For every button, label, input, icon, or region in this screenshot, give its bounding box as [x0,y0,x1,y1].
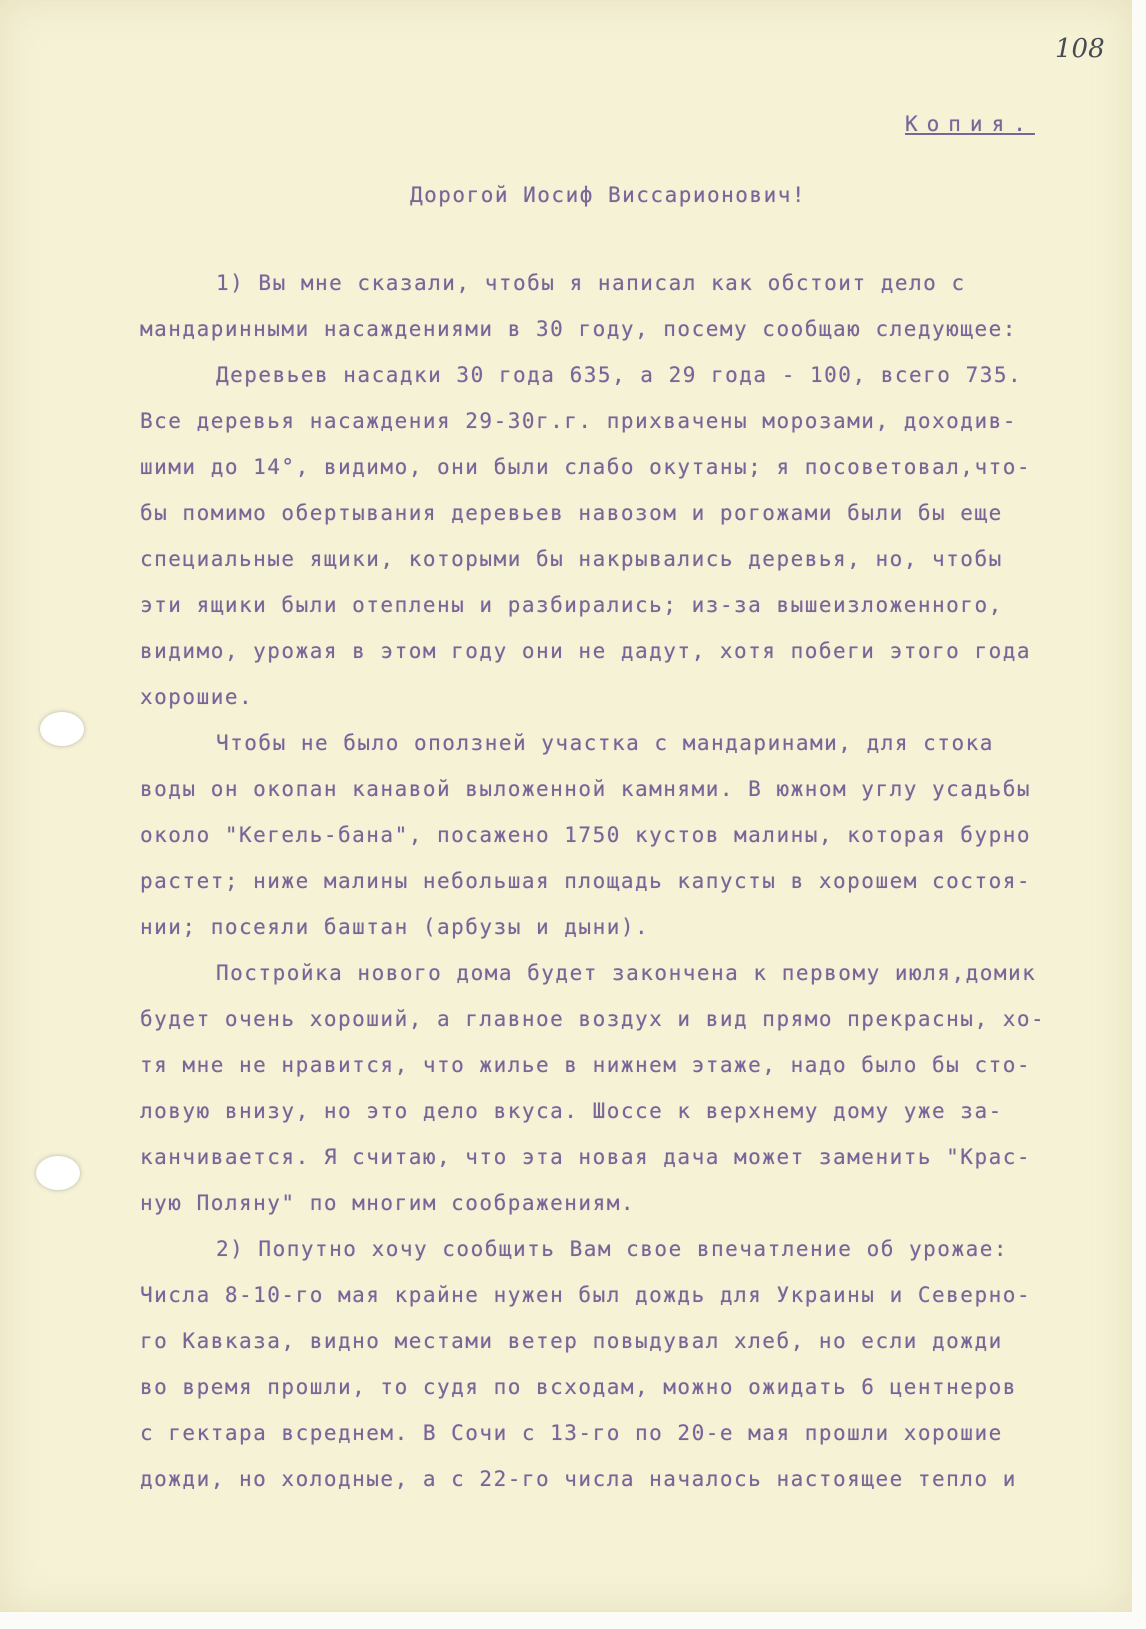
text-line: с гектара всреднем. В Сочи с 13-го по 20-е мая прошли хорошие [140,1421,1003,1445]
text-line: растет; ниже малины небольшая площадь капусты в хорошем состоя- [140,869,1032,893]
text-line: ную Поляну" по многим соображениям. [140,1191,636,1215]
text-line: хорошие. [140,685,254,709]
text-line: во время прошли, то судя по всходам, можно ожидать 6 центнеров [140,1375,1017,1399]
text-line: около "Кегель-бана", посажено 1750 кустов малины, которая бурно [140,823,1032,847]
text-line: Все деревья насаждения 29-30г.г. прихвачены морозами, доходив- [140,409,1017,433]
text-line: эти ящики были отеплены и разбирались; из-за вышеизложенного, [140,593,1003,617]
copy-mark: Копия. [905,112,1035,136]
text-line: го Кавказа, видно местами ветер повыдувал хлеб, но если дожди [140,1329,1003,1353]
text-line: нии; посеяли баштан (арбузы и дыни). [140,915,650,939]
text-line: тя мне не нравится, что жилье в нижнем этаже, надо было бы сто- [140,1053,1032,1077]
text-line: дожди, но холодные, а с 22-го числа началось настоящее тепло и [140,1467,1017,1491]
letter-body [140,260,1100,1502]
scan-margin-bottom [0,1612,1146,1629]
text-line: Чтобы не было оползней участка с мандаринами, для стока [216,731,994,755]
folio-number: 108 [1055,34,1105,64]
text-line: шими до 14°, видимо, они были слабо окутаны; я посоветовал,что- [140,455,1032,479]
text-line: ловую внизу, но это дело вкуса. Шоссе к верхнему дому уже за- [140,1099,1003,1123]
text-line: специальные ящики, которыми бы накрывались деревья, но, чтобы [140,547,1003,571]
punch-hole [36,1156,80,1190]
text-line: 2) Попутно хочу сообщить Вам свое впечатление об урожае: [216,1237,1009,1261]
scan-margin-right [1132,0,1146,1629]
text-line: воды он окопан канавой выложенной камнями. В южном углу усадьбы [140,777,1032,801]
punch-hole [40,712,84,746]
text-line: Числа 8-10-го мая крайне нужен был дождь для Украины и Северно- [140,1283,1032,1307]
text-line: видимо, урожая в этом году они не дадут, хотя побеги этого года [140,639,1032,663]
text-line: мандаринными насаждениями в 30 году, посему сообщаю следующее: [140,317,1017,341]
salutation: Дорогой Иосиф Виссарионович! [410,183,807,207]
text-line: 1) Вы мне сказали, чтобы я написал как обстоит дело с [216,271,966,295]
text-line: будет очень хороший, а главное воздух и вид прямо прекрасны, хо- [140,1007,1046,1031]
text-line: канчивается. Я считаю, что эта новая дача может заменить "Крас- [140,1145,1032,1169]
text-line: Постройка нового дома будет закончена к первому июля,домик [216,961,1037,985]
text-line: Деревьев насадки 30 года 635, а 29 года - 100, всего 735. [216,363,1023,387]
text-line: бы помимо обертывания деревьев навозом и рогожами были бы еще [140,501,1003,525]
